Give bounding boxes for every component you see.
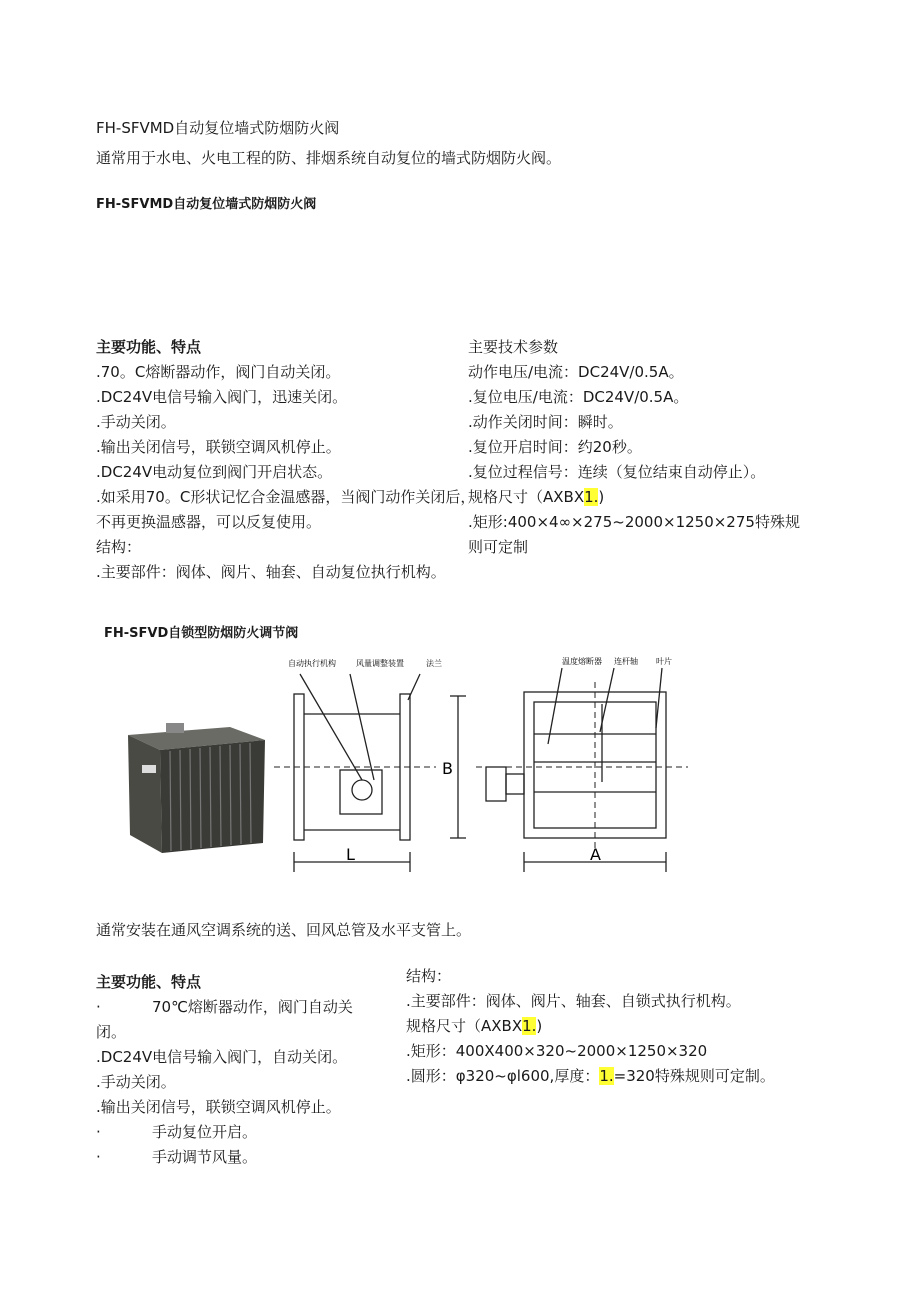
actuator-plate xyxy=(340,770,382,814)
params-column-2 xyxy=(406,964,775,1089)
label-linkage-shaft: 连杆轴 xyxy=(614,657,638,666)
intro-text: 通常用于水电、火电工程的防、排烟系统自动复位的墙式防烟防火阀。 xyxy=(96,149,562,167)
param-item: .动作关闭时间：瞬时。 xyxy=(468,413,623,431)
dimension-A: A xyxy=(590,845,601,864)
feature-item: · 手动复位开启。 xyxy=(96,1123,258,1141)
feature-item: .输出关闭信号，联锁空调风机停止。 xyxy=(96,1098,341,1116)
feature-item: · 手动调节风量。 xyxy=(96,1148,258,1166)
nameplate xyxy=(142,765,156,773)
feature-item: · 70℃熔断器动作，阀门自动关 xyxy=(96,998,353,1016)
actuator-box xyxy=(166,723,184,733)
feature-item: .手动关闭。 xyxy=(96,1073,176,1091)
rect-size: .矩形：400X400×320~2000×1250×320 xyxy=(406,1042,708,1060)
damper-front-face xyxy=(160,740,265,853)
structure-parts: .主要部件：阀体、阀片、轴套、自锁式执行机构。 xyxy=(406,992,741,1010)
feature-item: .如采用70。C形状记忆合金温感器，当阀门动作关闭后， xyxy=(96,488,476,506)
dimension-L: L xyxy=(346,845,355,864)
feature-item: 不再更换温感器，可以反复使用。 xyxy=(96,513,322,531)
label-fuse: 温度熔断器 xyxy=(562,657,602,666)
structure-parts: .主要部件：阀体、阀片、轴套、自动复位执行机构。 xyxy=(96,563,446,581)
actuator-dial xyxy=(352,780,372,800)
features-column-1 xyxy=(96,335,475,585)
features-title: 主要功能、特点 xyxy=(96,338,202,356)
feature-item: .DC24V电动复位到阀门开启状态。 xyxy=(96,463,333,481)
product-subtitle: FH-SFVMD自动复位墙式防烟防火阀 xyxy=(96,197,317,212)
install-note: 通常安装在通风空调系统的送、回风总管及水平支管上。 xyxy=(96,921,472,939)
param-item: .复位电压/电流：DC24V/0.5A。 xyxy=(468,388,689,406)
front-view-diagram xyxy=(430,652,690,887)
highlight-mark: 1. xyxy=(522,1017,537,1035)
label-flange: 法兰 xyxy=(426,659,442,668)
dimension-B: B xyxy=(442,759,453,778)
param-item: .复位开启时间：约20秒。 xyxy=(468,438,642,456)
feature-item: .DC24V电信号输入阀门，自动关闭。 xyxy=(96,1048,348,1066)
params-column-1 xyxy=(468,335,800,556)
params-title: 主要技术参数 xyxy=(468,338,559,356)
structure-label: 结构： xyxy=(406,967,452,985)
feature-item: .DC24V电信号输入阀门，迅速关闭。 xyxy=(96,388,348,406)
label-volume-adjust: 风量调整装置 xyxy=(356,659,404,668)
feature-item: .70。C熔断器动作，阀门自动关闭。 xyxy=(96,363,341,381)
feature-item: .手动关闭。 xyxy=(96,413,176,431)
param-item: 动作电压/电流：DC24V/0.5A。 xyxy=(468,363,684,381)
side-actuator xyxy=(486,767,506,801)
side-view-diagram xyxy=(270,652,440,887)
feature-item: .输出关闭信号，联锁空调风机停止。 xyxy=(96,438,341,456)
highlight-mark: 1. xyxy=(599,1067,614,1085)
label-blade: 叶片 xyxy=(656,657,672,666)
size-spec: 规格尺寸（AXBX1.) xyxy=(406,1017,543,1035)
label-actuator: 自动执行机构 xyxy=(288,659,336,668)
damper-left-face xyxy=(128,735,162,853)
page-title: FH-SFVMD自动复位墙式防烟防火阀 xyxy=(96,119,340,137)
size-spec: 规格尺寸（AXBX1.) xyxy=(468,488,605,506)
structure-label: 结构： xyxy=(96,538,142,556)
feature-item: 闭。 xyxy=(96,1023,127,1041)
round-size: .圆形：φ320~φl600,厚度：1.=320特殊规则可定制。 xyxy=(406,1067,775,1085)
features-column-2 xyxy=(96,970,396,1168)
highlight-mark: 1. xyxy=(584,488,599,506)
damper-photo xyxy=(120,705,270,855)
rect-size: .矩形:400×4∞×275~2000×1250×275特殊规 xyxy=(468,513,800,531)
rect-size-cont: 则可定制 xyxy=(468,538,529,556)
param-item: .复位过程信号：连续（复位结束自动停止）。 xyxy=(468,463,766,481)
section2-title: FH-SFVD自锁型防烟防火调节阀 xyxy=(104,626,299,641)
features-title: 主要功能、特点 xyxy=(96,973,202,991)
